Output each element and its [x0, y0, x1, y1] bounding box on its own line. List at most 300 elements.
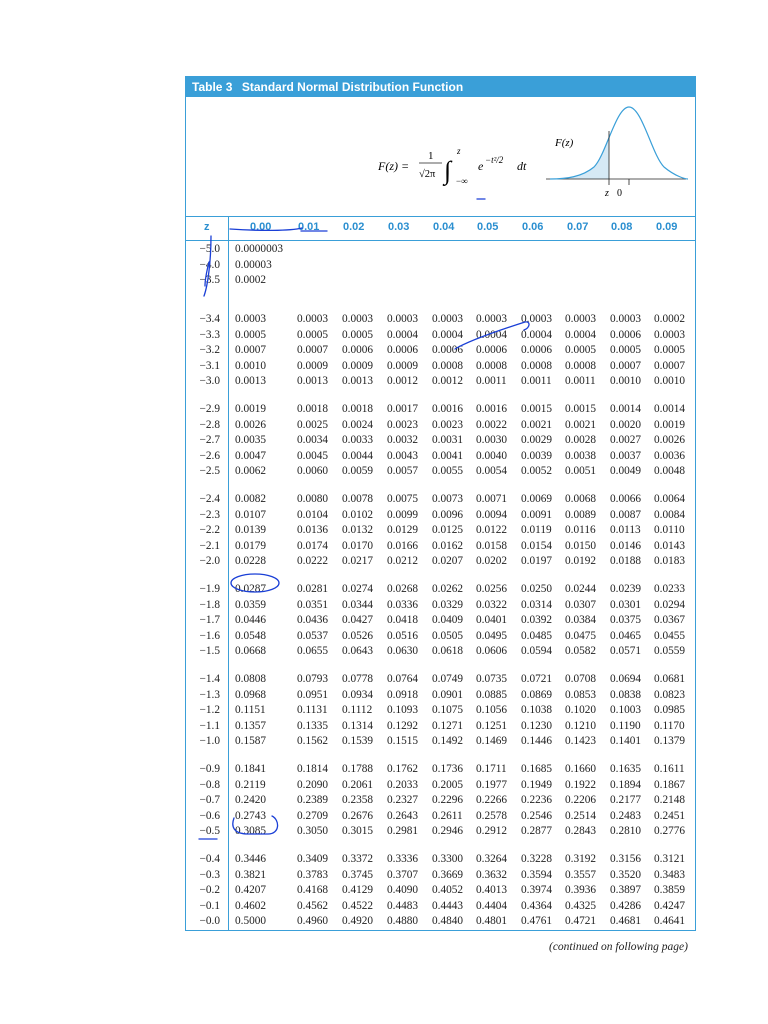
z-value: −0.7 — [199, 794, 220, 806]
probability-value: 0.0094 — [476, 508, 508, 521]
probability-value: 0.2709 — [297, 809, 329, 822]
probability-value: 0.1131 — [297, 704, 328, 716]
z-value: −2.8 — [199, 418, 220, 431]
probability-value: 0.1210 — [565, 719, 597, 732]
probability-value: 0.00003 — [235, 258, 272, 271]
probability-value: 0.2743 — [235, 809, 267, 822]
probability-value: 0.0344 — [342, 598, 374, 611]
probability-value: 0.1867 — [654, 778, 686, 791]
probability-value: 0.3745 — [342, 868, 374, 881]
probability-value: 0.1922 — [565, 778, 597, 791]
probability-value: 0.0004 — [476, 328, 508, 341]
probability-value: 0.4960 — [297, 915, 329, 927]
probability-value: 0.1611 — [654, 763, 685, 775]
probability-value: 0.0192 — [565, 555, 597, 567]
probability-value: 0.0060 — [297, 465, 329, 477]
probability-value: 0.1056 — [476, 704, 508, 716]
probability-value: 0.1736 — [432, 763, 464, 775]
column-header: 0.06 — [522, 221, 544, 233]
probability-value: 0.0021 — [521, 418, 553, 431]
probability-value: 0.0024 — [342, 418, 374, 431]
probability-value: 0.0010 — [235, 359, 267, 372]
z-value: −1.3 — [199, 688, 220, 701]
column-header: 0.03 — [388, 221, 410, 233]
probability-value: 0.0170 — [342, 539, 374, 552]
probability-value: 0.0934 — [342, 688, 374, 701]
probability-value: 0.0007 — [654, 359, 686, 372]
z-value: −5.0 — [199, 243, 220, 255]
probability-value: 0.4325 — [565, 899, 597, 912]
probability-value: 0.0091 — [521, 508, 553, 521]
probability-value: 0.0985 — [654, 704, 686, 716]
probability-value: 0.0032 — [387, 434, 419, 446]
probability-value: 0.0006 — [476, 344, 508, 356]
probability-value: 0.2420 — [235, 794, 267, 806]
probability-value: 0.0222 — [297, 555, 329, 567]
probability-value: 0.3897 — [610, 884, 642, 896]
probability-value: 0.1075 — [432, 704, 464, 716]
probability-value: 0.3707 — [387, 868, 419, 881]
column-header: 0.05 — [477, 221, 499, 233]
probability-value: 0.3156 — [610, 853, 642, 865]
formula-fraction-denominator: √2π — [419, 169, 436, 180]
probability-value: 0.0036 — [654, 449, 686, 462]
probability-value: 0.0384 — [565, 614, 597, 626]
z-value: −2.9 — [199, 403, 220, 415]
probability-value: 0.0066 — [610, 493, 642, 505]
probability-value: 0.0113 — [610, 524, 641, 536]
probability-value: 0.1292 — [387, 719, 419, 732]
probability-value: 0.0005 — [297, 328, 329, 341]
probability-value: 0.0250 — [521, 583, 553, 595]
probability-value: 0.4207 — [235, 884, 267, 896]
probability-value: 0.0017 — [387, 403, 419, 415]
probability-value: 0.0537 — [297, 629, 329, 642]
probability-value: 0.0031 — [432, 434, 464, 446]
probability-value: 0.0918 — [387, 688, 419, 701]
probability-value: 0.0014 — [654, 403, 686, 415]
probability-value: 0.0025 — [297, 418, 329, 431]
probability-value: 0.0057 — [387, 465, 419, 477]
probability-value: 0.0143 — [654, 539, 686, 552]
z-value: −3.3 — [199, 328, 220, 341]
integral-sign: ∫ — [444, 156, 452, 185]
probability-value: 0.0010 — [610, 375, 642, 387]
z-value: −4.0 — [199, 258, 220, 271]
z-value: −3.0 — [199, 375, 220, 387]
probability-value: 0.4052 — [432, 884, 464, 896]
probability-value: 0.4247 — [654, 899, 686, 912]
probability-value: 0.1170 — [654, 719, 685, 732]
probability-value: 0.0019 — [654, 418, 686, 431]
probability-value: 0.0007 — [610, 359, 642, 372]
z-value: −2.3 — [199, 508, 220, 521]
probability-value: 0.0116 — [565, 524, 596, 536]
probability-value: 0.0040 — [476, 449, 508, 462]
probability-value: 0.0004 — [432, 328, 464, 341]
probability-value: 0.1423 — [565, 735, 597, 747]
probability-value: 0.0035 — [235, 434, 267, 446]
probability-value: 0.0047 — [235, 449, 267, 462]
z-value: −0.4 — [199, 853, 220, 865]
probability-value: 0.2546 — [521, 809, 553, 822]
probability-value: 0.3632 — [476, 868, 508, 881]
probability-value: 0.0005 — [342, 328, 374, 341]
probability-value: 0.0505 — [432, 629, 464, 642]
probability-value: 0.0778 — [342, 673, 374, 685]
probability-value: 0.0571 — [610, 645, 642, 657]
probability-value: 0.3372 — [342, 853, 374, 865]
probability-value: 0.1230 — [521, 719, 553, 732]
probability-value: 0.3669 — [432, 868, 464, 881]
axis-label-z: z — [605, 188, 609, 199]
probability-value: 0.0003 — [297, 313, 329, 325]
probability-value: 0.2514 — [565, 809, 597, 822]
probability-value: 0.3085 — [235, 825, 267, 837]
integrand-exponent: −t²/2 — [485, 155, 504, 165]
axis-label-zero: 0 — [617, 188, 622, 199]
probability-value: 0.0606 — [476, 645, 508, 657]
probability-value: 0.0019 — [235, 403, 267, 415]
probability-value: 0.0694 — [610, 673, 642, 685]
probability-value: 0.3336 — [387, 853, 419, 865]
probability-value: 0.0003 — [387, 313, 419, 325]
probability-value: 0.0630 — [387, 645, 419, 657]
z-value: −0.8 — [199, 778, 220, 791]
probability-value: 0.4522 — [342, 899, 374, 912]
probability-value: 0.0051 — [565, 465, 597, 477]
probability-value: 0.0003 — [432, 313, 464, 325]
probability-value: 0.3594 — [521, 868, 553, 881]
probability-value: 0.3859 — [654, 884, 686, 896]
probability-value: 0.2177 — [610, 794, 642, 806]
probability-value: 0.0735 — [476, 673, 508, 685]
column-header: 0.02 — [343, 221, 365, 233]
probability-value: 0.2236 — [521, 794, 553, 806]
probability-value: 0.0016 — [476, 403, 508, 415]
probability-value: 0.0007 — [297, 344, 329, 356]
probability-value: 0.2643 — [387, 809, 419, 822]
probability-value: 0.3300 — [432, 853, 464, 865]
probability-value: 0.0436 — [297, 614, 329, 626]
probability-value: 0.0853 — [565, 688, 597, 701]
probability-value: 0.4761 — [521, 915, 553, 927]
probability-value: 0.0427 — [342, 614, 374, 626]
probability-value: 0.1151 — [235, 704, 266, 716]
table-title: Standard Normal Distribution Function — [241, 80, 464, 94]
probability-value: 0.0014 — [610, 403, 642, 415]
z-value: −1.7 — [199, 614, 220, 626]
probability-value: 0.4168 — [297, 884, 329, 896]
probability-value: 0.1660 — [565, 763, 597, 775]
probability-value: 0.0002 — [654, 313, 686, 325]
probability-value: 0.4090 — [387, 884, 419, 896]
probability-value: 0.1401 — [610, 735, 642, 747]
z-value: −0.3 — [199, 868, 220, 881]
probability-value: 0.1788 — [342, 763, 374, 775]
probability-value: 0.3557 — [565, 868, 597, 881]
probability-value: 0.0495 — [476, 629, 508, 642]
probability-value: 0.0026 — [654, 434, 686, 446]
probability-value: 0.0367 — [654, 614, 686, 626]
probability-value: 0.2877 — [521, 825, 553, 837]
z-value: −2.1 — [199, 539, 220, 552]
probability-value: 0.0202 — [476, 555, 508, 567]
probability-value: 0.1271 — [432, 719, 464, 732]
probability-value: 0.0000003 — [235, 243, 284, 255]
probability-value: 0.0099 — [387, 508, 419, 521]
z-value: −1.2 — [199, 704, 220, 716]
probability-value: 0.0071 — [476, 493, 508, 505]
probability-value: 0.1685 — [521, 763, 553, 775]
probability-value: 0.0516 — [387, 629, 419, 642]
probability-value: 0.0869 — [521, 688, 553, 701]
probability-value: 0.0054 — [476, 465, 508, 477]
probability-value: 0.4286 — [610, 899, 642, 912]
probability-value: 0.2327 — [387, 794, 419, 806]
probability-value: 0.0655 — [297, 645, 329, 657]
probability-value: 0.0183 — [654, 555, 686, 567]
probability-value: 0.0004 — [387, 328, 419, 341]
probability-value: 0.1949 — [521, 778, 553, 791]
column-header: 0.00 — [250, 221, 272, 233]
probability-value: 0.0008 — [565, 359, 597, 372]
column-header-z: z — [204, 221, 210, 233]
probability-value: 0.0885 — [476, 688, 508, 701]
probability-value: 0.0668 — [235, 645, 267, 657]
formula-area — [186, 97, 695, 217]
probability-value: 0.0179 — [235, 539, 267, 552]
probability-value: 0.1038 — [521, 704, 553, 716]
probability-value: 0.0041 — [432, 449, 464, 462]
probability-value: 0.1093 — [387, 704, 419, 716]
probability-value: 0.0465 — [610, 629, 642, 642]
z-value: −0.6 — [199, 809, 220, 822]
probability-value: 0.0154 — [521, 539, 553, 552]
table-number: Table 3 — [192, 80, 233, 94]
probability-value: 0.0526 — [342, 629, 374, 642]
probability-value: 0.0166 — [387, 539, 419, 552]
probability-value: 0.0028 — [565, 434, 597, 446]
probability-value: 0.0125 — [432, 524, 464, 536]
probability-value: 0.0793 — [297, 673, 329, 685]
z-value: −3.1 — [199, 359, 220, 372]
probability-value: 0.0096 — [432, 508, 464, 521]
probability-value: 0.4404 — [476, 899, 508, 912]
probability-value: 0.1841 — [235, 763, 267, 775]
table-title-bar — [186, 77, 695, 97]
probability-value: 0.0401 — [476, 614, 508, 626]
probability-value: 0.0375 — [610, 614, 642, 626]
probability-value: 0.3228 — [521, 853, 553, 865]
probability-value: 0.2676 — [342, 809, 374, 822]
probability-value: 0.0033 — [342, 434, 374, 446]
z-value: −0.1 — [199, 899, 220, 912]
probability-value: 0.0004 — [565, 328, 597, 341]
probability-value: 0.4840 — [432, 915, 464, 927]
probability-value: 0.2946 — [432, 825, 464, 837]
probability-value: 0.0012 — [387, 375, 419, 387]
probability-value: 0.4801 — [476, 915, 508, 927]
probability-value: 0.0485 — [521, 629, 553, 642]
probability-value: 0.0080 — [297, 493, 329, 505]
probability-value: 0.0721 — [521, 673, 553, 685]
z-value: −0.5 — [199, 825, 220, 837]
probability-value: 0.2148 — [654, 794, 686, 806]
integrand-base: e — [478, 159, 484, 173]
probability-value: 0.0150 — [565, 539, 597, 552]
probability-value: 0.0039 — [521, 449, 553, 462]
integral-lower-limit: −∞ — [456, 176, 468, 186]
probability-value: 0.0174 — [297, 539, 329, 552]
probability-value: 0.1635 — [610, 763, 642, 775]
probability-value: 0.3192 — [565, 853, 597, 865]
probability-value: 0.2912 — [476, 825, 508, 837]
probability-value: 0.3936 — [565, 884, 597, 896]
probability-value: 0.0838 — [610, 688, 642, 701]
probability-value: 0.2810 — [610, 825, 642, 837]
probability-value: 0.0043 — [387, 449, 419, 462]
probability-value: 0.3821 — [235, 868, 267, 881]
probability-value: 0.0003 — [476, 313, 508, 325]
probability-value: 0.3121 — [654, 853, 686, 865]
probability-value: 0.0022 — [476, 418, 508, 431]
probability-value: 0.0005 — [235, 328, 267, 341]
probability-value: 0.2206 — [565, 794, 597, 806]
column-header: 0.08 — [611, 221, 633, 233]
probability-value: 0.0073 — [432, 493, 464, 505]
probability-value: 0.0749 — [432, 673, 464, 685]
probability-value: 0.0015 — [565, 403, 597, 415]
probability-value: 0.0023 — [432, 418, 464, 431]
probability-value: 0.0301 — [610, 598, 642, 611]
probability-value: 0.0322 — [476, 598, 508, 611]
probability-value: 0.0314 — [521, 598, 553, 611]
probability-value: 0.0307 — [565, 598, 597, 611]
probability-value: 0.0055 — [432, 465, 464, 477]
probability-value: 0.0006 — [432, 344, 464, 356]
probability-value: 0.0294 — [654, 598, 686, 611]
probability-value: 0.1587 — [235, 735, 267, 747]
probability-value: 0.0162 — [432, 539, 464, 552]
probability-value: 0.4562 — [297, 899, 329, 912]
probability-value: 0.4483 — [387, 899, 419, 912]
probability-value: 0.1190 — [610, 719, 641, 732]
probability-value: 0.3483 — [654, 868, 686, 881]
probability-value: 0.1762 — [387, 763, 419, 775]
probability-value: 0.3446 — [235, 853, 267, 865]
probability-value: 0.2090 — [297, 778, 329, 791]
probability-value: 0.0005 — [565, 344, 597, 356]
probability-value: 0.0013 — [342, 375, 374, 387]
probability-value: 0.0582 — [565, 645, 597, 657]
probability-value: 0.1492 — [432, 735, 464, 747]
probability-value: 0.0059 — [342, 465, 374, 477]
probability-value: 0.0009 — [387, 359, 419, 372]
probability-value: 0.1469 — [476, 735, 508, 747]
probability-value: 0.2266 — [476, 794, 508, 806]
probability-value: 0.0228 — [235, 555, 267, 567]
probability-value: 0.0013 — [297, 375, 329, 387]
table-page — [185, 76, 696, 931]
probability-value: 0.0006 — [342, 344, 374, 356]
probability-value: 0.1515 — [387, 735, 419, 747]
integral-differential: dt — [517, 159, 527, 173]
probability-value: 0.0129 — [387, 524, 419, 536]
probability-value: 0.0239 — [610, 583, 642, 595]
probability-value: 0.0048 — [654, 465, 686, 477]
probability-value: 0.0023 — [387, 418, 419, 431]
probability-value: 0.2061 — [342, 778, 374, 791]
integral-upper-limit: z — [457, 146, 461, 156]
probability-value: 0.0681 — [654, 673, 686, 685]
probability-value: 0.2578 — [476, 809, 508, 822]
probability-value: 0.0013 — [235, 375, 267, 387]
probability-value: 0.0392 — [521, 614, 553, 626]
column-header: 0.04 — [433, 221, 455, 233]
probability-value: 0.1539 — [342, 735, 374, 747]
probability-value: 0.5000 — [235, 915, 267, 927]
probability-value: 0.2981 — [387, 825, 419, 837]
probability-value: 0.0087 — [610, 508, 642, 521]
curve-label: F(z) — [555, 137, 574, 149]
probability-value: 0.0351 — [297, 598, 329, 611]
probability-value: 0.0119 — [521, 524, 552, 536]
probability-value: 0.1112 — [342, 704, 373, 716]
probability-value: 0.0594 — [521, 645, 553, 657]
z-value: −0.9 — [199, 763, 220, 775]
probability-value: 0.0003 — [235, 313, 267, 325]
z-value: −2.5 — [199, 465, 220, 477]
probability-value: 0.0808 — [235, 673, 267, 685]
probability-value: 0.2611 — [432, 809, 463, 822]
z-value: −0.2 — [199, 884, 220, 896]
probability-value: 0.0012 — [432, 375, 464, 387]
probability-value: 0.0188 — [610, 555, 642, 567]
z-value: −1.0 — [199, 735, 220, 747]
probability-value: 0.0336 — [387, 598, 419, 611]
z-value: −3.4 — [199, 313, 220, 325]
probability-value: 0.0409 — [432, 614, 464, 626]
probability-value: 0.1020 — [565, 704, 597, 716]
probability-value: 0.0244 — [565, 583, 597, 595]
probability-value: 0.3264 — [476, 853, 508, 865]
probability-value: 0.0029 — [521, 434, 553, 446]
probability-value: 0.0008 — [432, 359, 464, 372]
probability-value: 0.0084 — [654, 508, 686, 521]
probability-value: 0.1335 — [297, 719, 329, 732]
probability-value: 0.0005 — [610, 344, 642, 356]
probability-value: 0.0281 — [297, 583, 329, 595]
z-value: −3.2 — [199, 344, 220, 356]
probability-value: 0.4920 — [342, 915, 374, 927]
probability-value: 0.0052 — [521, 465, 553, 477]
z-value: −1.9 — [199, 583, 220, 595]
probability-value: 0.0104 — [297, 508, 329, 521]
column-header-row — [186, 217, 695, 241]
probability-value: 0.0475 — [565, 629, 597, 642]
probability-value: 0.0008 — [476, 359, 508, 372]
probability-value: 0.0021 — [565, 418, 597, 431]
probability-value: 0.2033 — [387, 778, 419, 791]
column-header: 0.09 — [656, 221, 678, 233]
probability-value: 0.0139 — [235, 524, 267, 536]
probability-value: 0.0708 — [565, 673, 597, 685]
probability-value: 0.0823 — [654, 688, 686, 701]
probability-value: 0.0016 — [432, 403, 464, 415]
probability-value: 0.0062 — [235, 465, 267, 477]
probability-value: 0.0901 — [432, 688, 464, 701]
